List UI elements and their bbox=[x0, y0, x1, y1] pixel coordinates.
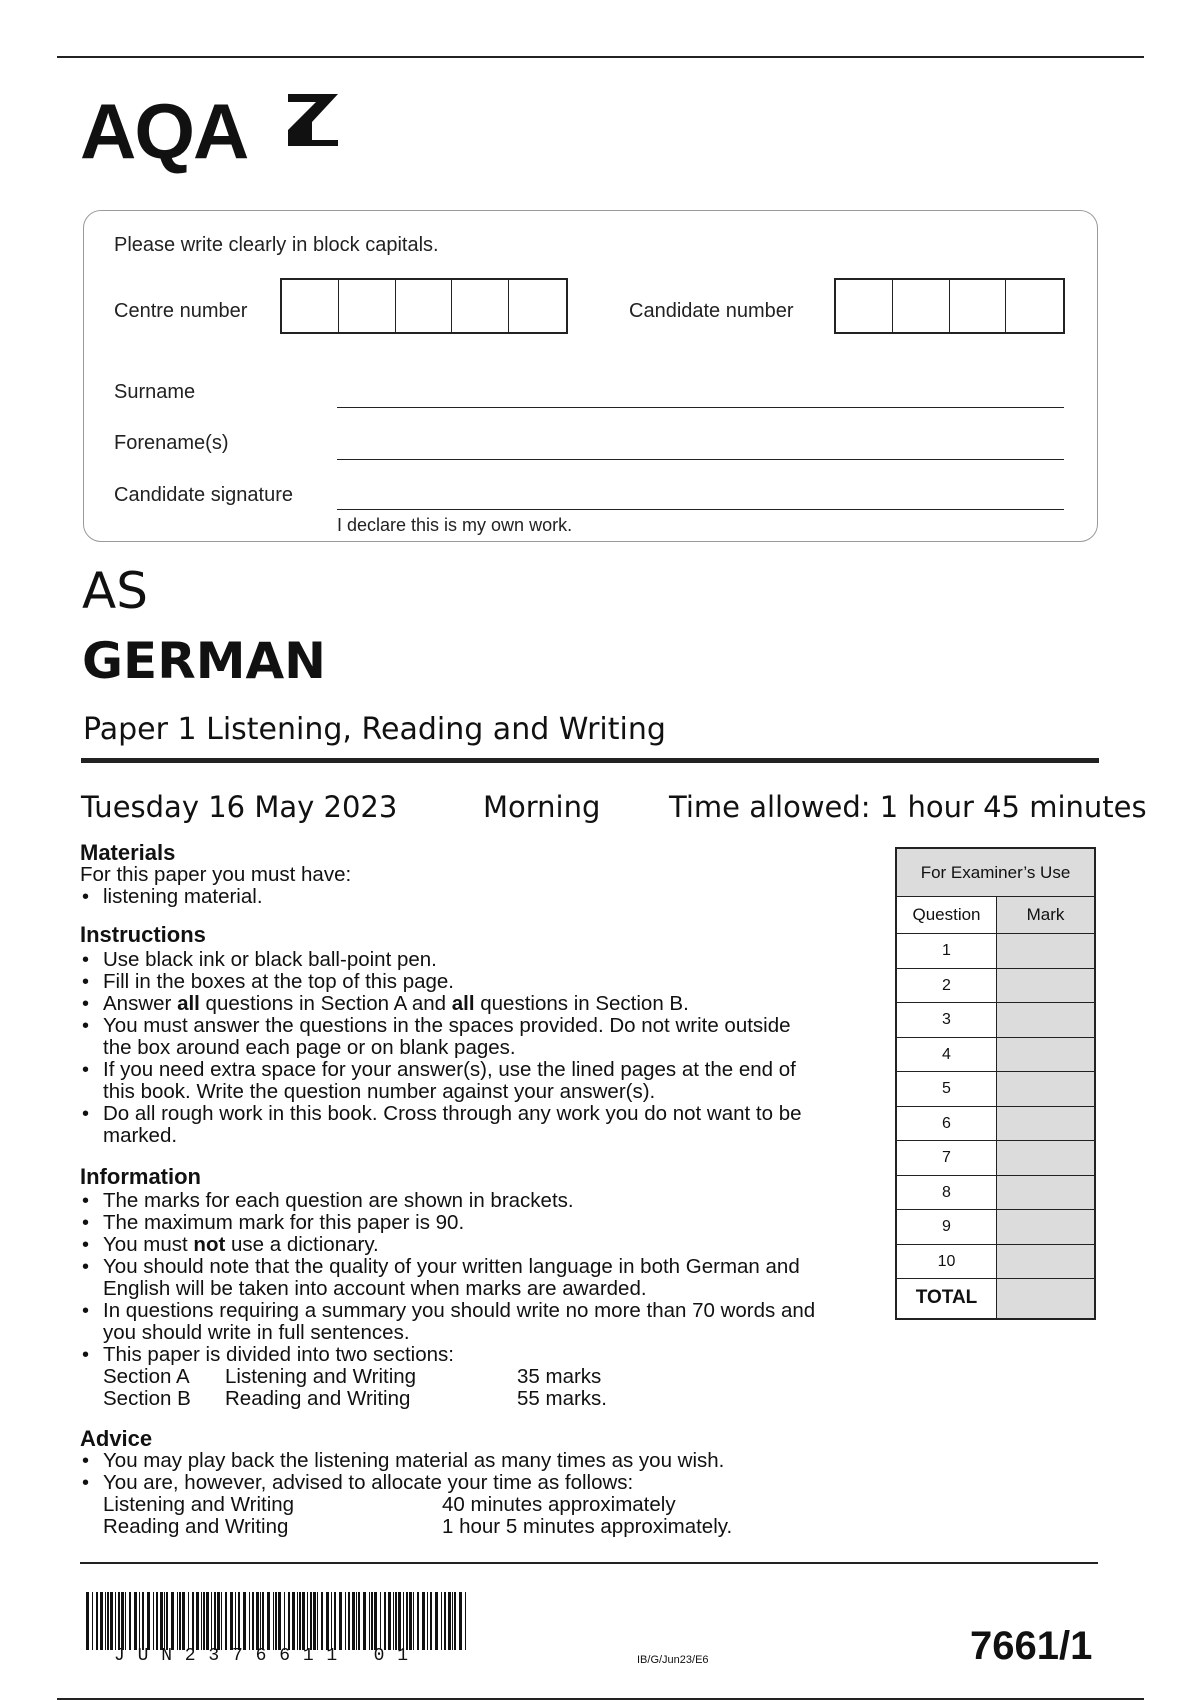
candidate-digit-box[interactable] bbox=[836, 280, 893, 332]
bullet-icon: • bbox=[82, 1212, 90, 1234]
bullet-icon: • bbox=[82, 1190, 90, 1212]
materials-item: listening material. bbox=[103, 885, 263, 908]
question-number: 8 bbox=[897, 1176, 997, 1210]
exam-date: Tuesday 16 May 2023 bbox=[81, 790, 398, 824]
bullet-icon: • bbox=[82, 1234, 90, 1256]
table-row bbox=[897, 1209, 1094, 1244]
advice-item: You are, however, advised to allocate your time as follows: bbox=[103, 1471, 634, 1494]
bullet-icon: • bbox=[82, 1472, 90, 1494]
title-rule bbox=[81, 758, 1099, 763]
instruction-item: You must answer the questions in the spaces provided. Do not write outside bbox=[103, 1014, 791, 1037]
information-item: You must not use a dictionary. bbox=[103, 1233, 379, 1256]
surname-label: Surname bbox=[114, 381, 196, 403]
question-number: 6 bbox=[897, 1107, 997, 1141]
information-item: In questions requiring a summary you should write no more than 70 words and bbox=[103, 1299, 816, 1322]
centre-digit-box[interactable] bbox=[339, 280, 396, 332]
table-row bbox=[897, 968, 1094, 1003]
instruction-item: Do all rough work in this book. Cross through any work you do not want to be bbox=[103, 1102, 802, 1125]
section-b-marks: 55 marks. bbox=[517, 1387, 607, 1410]
section-b-name: Section B bbox=[103, 1387, 191, 1410]
examiner-table-title: For Examiner’s Use bbox=[897, 849, 1094, 897]
allocation-time: 40 minutes approximately bbox=[442, 1493, 676, 1516]
question-number: 2 bbox=[897, 969, 997, 1003]
materials-heading: Materials bbox=[80, 840, 176, 865]
subject-title: GERMAN bbox=[82, 632, 326, 690]
advice-item: You may play back the listening material as many times as you wish. bbox=[103, 1449, 725, 1472]
section-b-description: Reading and Writing bbox=[225, 1387, 411, 1410]
allocation-part: Listening and Writing bbox=[103, 1493, 295, 1516]
top-rule bbox=[57, 56, 1144, 58]
information-item: This paper is divided into two sections: bbox=[103, 1343, 454, 1366]
table-row bbox=[897, 1175, 1094, 1210]
information-item: The marks for each question are shown in brackets. bbox=[103, 1189, 574, 1212]
reference-code: IB/G/Jun23/E6 bbox=[637, 1654, 709, 1666]
qualification-level: AS bbox=[82, 562, 148, 620]
declaration-text: I declare this is my own work. bbox=[337, 515, 573, 535]
centre-digit-box[interactable] bbox=[452, 280, 509, 332]
question-number: 3 bbox=[897, 1003, 997, 1037]
section-a-marks: 35 marks bbox=[517, 1365, 602, 1388]
instruction-item-continued: this book. Write the question number against your answer(s). bbox=[103, 1080, 656, 1103]
question-number: 10 bbox=[897, 1245, 997, 1279]
information-item: The maximum mark for this paper is 90. bbox=[103, 1211, 465, 1234]
bullet-icon: • bbox=[82, 1450, 90, 1472]
total-row bbox=[897, 1278, 1094, 1318]
question-number: 1 bbox=[897, 934, 997, 968]
paper-title: Paper 1 Listening, Reading and Writing bbox=[83, 712, 666, 747]
candidate-digit-box[interactable] bbox=[950, 280, 1007, 332]
total-mark-cell bbox=[997, 1279, 1094, 1318]
table-row bbox=[897, 1037, 1094, 1072]
centre-number-label: Centre number bbox=[114, 300, 248, 322]
signature-field[interactable] bbox=[337, 509, 1064, 510]
table-row bbox=[897, 1002, 1094, 1037]
surname-field[interactable] bbox=[337, 407, 1064, 408]
aqa-logo-mark-icon bbox=[286, 92, 340, 146]
bullet-icon: • bbox=[82, 1103, 90, 1125]
instruction-item-continued: the box around each page or on blank pages. bbox=[103, 1036, 516, 1059]
exam-session: Morning bbox=[483, 790, 601, 824]
mark-cell bbox=[997, 1176, 1094, 1210]
barcode-digits: JUN2376611 01 bbox=[114, 1646, 421, 1666]
bullet-icon: • bbox=[82, 1300, 90, 1322]
bullet-icon: • bbox=[82, 1256, 90, 1278]
information-item: You should note that the quality of your written language in both German and bbox=[103, 1255, 800, 1278]
candidate-digit-box[interactable] bbox=[1006, 280, 1063, 332]
question-number: 4 bbox=[897, 1038, 997, 1072]
question-number: 7 bbox=[897, 1141, 997, 1175]
instruction-item: Answer all questions in Section A and all questions in Section B. bbox=[103, 992, 689, 1015]
allocation-time: 1 hour 5 minutes approximately. bbox=[442, 1515, 733, 1538]
centre-number-boxes[interactable] bbox=[280, 278, 568, 334]
table-row bbox=[897, 1244, 1094, 1279]
mark-cell bbox=[997, 1141, 1094, 1175]
mark-cell bbox=[997, 1003, 1094, 1037]
mark-cell bbox=[997, 1038, 1094, 1072]
candidate-digit-box[interactable] bbox=[893, 280, 950, 332]
mark-cell bbox=[997, 1072, 1094, 1106]
aqa-logo: AQA bbox=[80, 87, 248, 175]
instructions-heading: Instructions bbox=[80, 922, 206, 947]
bullet-icon: • bbox=[82, 971, 90, 993]
bullet-icon: • bbox=[82, 886, 90, 908]
instruction-item: If you need extra space for your answer(s), use the lined pages at the end of bbox=[103, 1058, 796, 1081]
table-row bbox=[897, 1071, 1094, 1106]
forenames-field[interactable] bbox=[337, 459, 1064, 460]
centre-digit-box[interactable] bbox=[396, 280, 453, 332]
instruction-item: Use black ink or black ball-point pen. bbox=[103, 948, 437, 971]
block-capitals-instruction: Please write clearly in block capitals. bbox=[114, 234, 439, 256]
forenames-label: Forename(s) bbox=[114, 432, 229, 454]
table-row bbox=[897, 1140, 1094, 1175]
instruction-item-continued: marked. bbox=[103, 1124, 178, 1147]
barcode-icon bbox=[86, 1592, 468, 1650]
time-allowed: Time allowed: 1 hour 45 minutes bbox=[669, 790, 1147, 824]
information-item-continued: English will be taken into account when marks are awarded. bbox=[103, 1277, 647, 1300]
examiner-use-table bbox=[895, 847, 1096, 1320]
mark-cell bbox=[997, 1210, 1094, 1244]
information-item-continued: you should write in full sentences. bbox=[103, 1321, 410, 1344]
mark-cell bbox=[997, 1107, 1094, 1141]
mark-cell bbox=[997, 1245, 1094, 1279]
mark-cell bbox=[997, 969, 1094, 1003]
section-a-name: Section A bbox=[103, 1365, 190, 1388]
bullet-icon: • bbox=[82, 1059, 90, 1081]
bullet-icon: • bbox=[82, 993, 90, 1015]
signature-label: Candidate signature bbox=[114, 484, 294, 506]
bullet-icon: • bbox=[82, 1015, 90, 1037]
footer-rule bbox=[80, 1562, 1098, 1564]
candidate-number-boxes[interactable] bbox=[834, 278, 1065, 334]
information-heading: Information bbox=[80, 1164, 201, 1189]
question-number: 9 bbox=[897, 1210, 997, 1244]
total-label: TOTAL bbox=[897, 1279, 997, 1318]
question-number: 5 bbox=[897, 1072, 997, 1106]
table-row bbox=[897, 1106, 1094, 1141]
bottom-rule bbox=[57, 1698, 1144, 1700]
table-row bbox=[897, 933, 1094, 968]
paper-code: 7661/1 bbox=[970, 1624, 1093, 1668]
centre-digit-box[interactable] bbox=[509, 280, 566, 332]
question-column-header: Question bbox=[897, 897, 997, 933]
materials-intro: For this paper you must have: bbox=[80, 863, 352, 886]
centre-digit-box[interactable] bbox=[282, 280, 339, 332]
section-a-description: Listening and Writing bbox=[225, 1365, 417, 1388]
mark-cell bbox=[997, 934, 1094, 968]
bullet-icon: • bbox=[82, 1344, 90, 1366]
bullet-icon: • bbox=[82, 949, 90, 971]
mark-column-header: Mark bbox=[997, 897, 1094, 933]
instruction-item: Fill in the boxes at the top of this page. bbox=[103, 970, 454, 993]
allocation-part: Reading and Writing bbox=[103, 1515, 289, 1538]
candidate-number-label: Candidate number bbox=[629, 300, 794, 322]
advice-heading: Advice bbox=[80, 1426, 153, 1451]
